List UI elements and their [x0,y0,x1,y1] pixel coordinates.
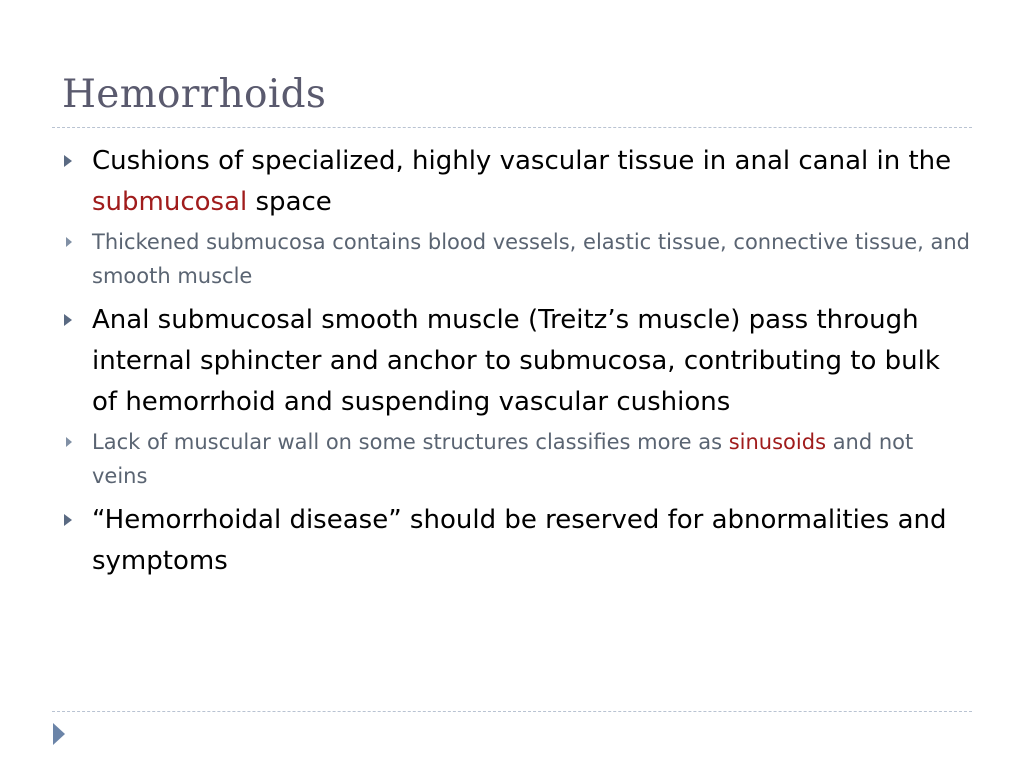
sub-bullet-arrow-icon [66,437,72,447]
bullet-item [62,300,972,423]
bullet-text: Cushions of specialized, highly vascular tissue in anal canal in the [92,146,952,176]
bullet-text: Anal submucosal smooth muscle (Treitz’s muscle) pass through internal sphincter and anchor to submucosa, contributing to bulk of hemorrhoid and suspending vascular cushions [92,305,940,417]
sub-bullet-text: Lack of muscular wall on some structures classifies more as [92,430,729,454]
bullet-arrow-icon [64,155,72,167]
bullet-arrow-icon [64,314,72,326]
bullet-text: space [247,187,332,217]
highlighted-term: sinusoids [728,430,827,454]
play-arrow-icon[interactable] [53,723,65,745]
slide-title: Hemorrhoids [62,72,327,117]
highlighted-term: submucosal [92,187,248,217]
footer-divider [52,711,972,712]
sub-bullet-item [62,225,972,293]
bullet-item [62,500,972,582]
bullet-list [62,141,972,583]
title-divider [52,127,972,128]
sub-bullet-arrow-icon [66,237,72,247]
sub-bullet-text: and not veins [92,430,914,488]
sub-bullet-list [62,425,972,493]
sub-bullet-item [62,425,972,493]
sub-bullet-list [62,225,972,293]
bullet-item [62,141,972,223]
sub-bullet-text: Thickened submucosa contains blood vessels, elastic tissue, connective tissue, and smooth muscle [92,230,971,288]
bullet-arrow-icon [64,514,72,526]
bullet-text: “Hemorrhoidal disease” should be reserved for abnormalities and symptoms [92,505,947,576]
